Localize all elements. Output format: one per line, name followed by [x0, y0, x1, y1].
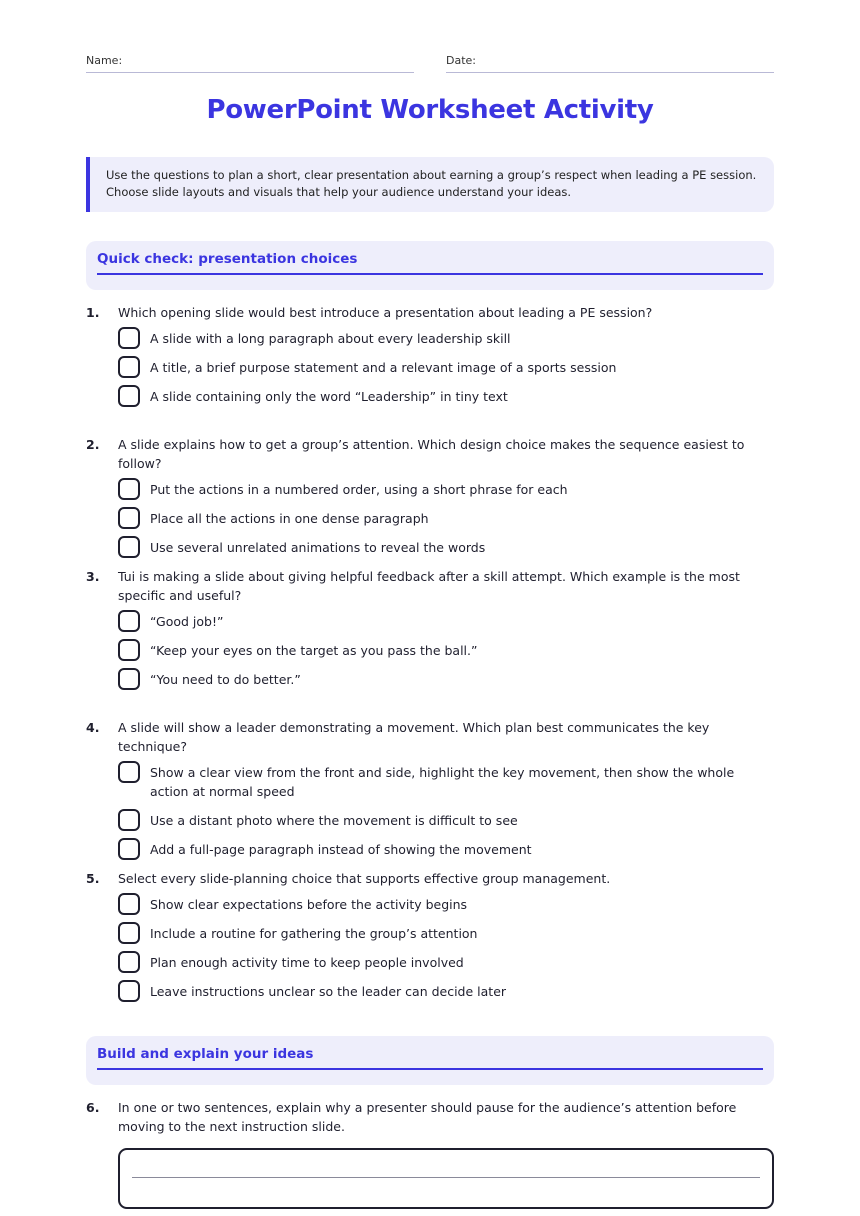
checkbox[interactable]: [118, 536, 140, 558]
question-text: Which opening slide would best introduce a presentation about leading a PE session?: [118, 305, 653, 320]
option[interactable]: [118, 329, 774, 358]
option[interactable]: [118, 538, 774, 567]
intro-box: Use the questions to plan a short, clear presentation about earning a group’s respect when leading a PE session. Choose slide layouts and visuals that help your audience understand your ideas.: [86, 157, 774, 212]
option-label: Leave instructions unclear so the leader can decide later: [150, 984, 507, 999]
section-title: Quick check: presentation choices: [97, 251, 763, 275]
checkbox[interactable]: [118, 922, 140, 944]
option-label: “Good job!”: [150, 614, 224, 629]
checkbox[interactable]: [118, 327, 140, 349]
checkbox[interactable]: [118, 809, 140, 831]
date-field[interactable]: [446, 54, 774, 73]
option[interactable]: [118, 840, 774, 869]
checkbox[interactable]: [118, 507, 140, 529]
question-number: 5.: [86, 871, 100, 886]
question-number: 3.: [86, 569, 100, 584]
question-number: 1.: [86, 305, 100, 320]
question-number: 4.: [86, 720, 100, 735]
checkbox[interactable]: [118, 980, 140, 1002]
answer-line: [132, 1177, 760, 1178]
checkbox[interactable]: [118, 385, 140, 407]
checkbox[interactable]: [118, 668, 140, 690]
option-label: “Keep your eyes on the target as you pass the ball.”: [150, 643, 478, 658]
question-5: [86, 869, 774, 1011]
option[interactable]: [118, 387, 774, 416]
option[interactable]: [118, 612, 774, 641]
question-number: 2.: [86, 437, 100, 452]
option[interactable]: [118, 811, 774, 840]
checkbox[interactable]: [118, 893, 140, 915]
option[interactable]: [118, 763, 774, 811]
question-text: Tui is making a slide about giving helpful feedback after a skill attempt. Which example is the most specific and useful?: [118, 569, 740, 603]
checkbox[interactable]: [118, 838, 140, 860]
question-3: [86, 567, 774, 699]
option-label: Put the actions in a numbered order, using a short phrase for each: [150, 482, 568, 497]
name-label: Name:: [86, 54, 123, 67]
option[interactable]: [118, 509, 774, 538]
section-title: Build and explain your ideas: [97, 1046, 763, 1070]
section-quick-check: [86, 241, 774, 290]
checkbox[interactable]: [118, 951, 140, 973]
option[interactable]: [118, 480, 774, 509]
option-label: Plan enough activity time to keep people involved: [150, 955, 464, 970]
question-text: A slide will show a leader demonstrating a movement. Which plan best communicates the key technique?: [118, 720, 710, 754]
question-1: [86, 303, 774, 416]
option-label: Use several unrelated animations to reveal the words: [150, 540, 486, 555]
worksheet-title: PowerPoint Worksheet Activity: [206, 95, 654, 125]
date-label: Date:: [446, 54, 476, 67]
answer-box[interactable]: [118, 1148, 774, 1209]
option-label: Add a full-page paragraph instead of showing the movement: [150, 842, 532, 857]
name-field[interactable]: [86, 54, 414, 73]
question-2: [86, 435, 774, 567]
option-label: Include a routine for gathering the group’s attention: [150, 926, 478, 941]
option[interactable]: [118, 895, 774, 924]
option-label: Show clear expectations before the activity begins: [150, 897, 468, 912]
option-label: A title, a brief purpose statement and a relevant image of a sports session: [150, 360, 617, 375]
option[interactable]: [118, 924, 774, 953]
checkbox[interactable]: [118, 761, 140, 783]
question-number: 6.: [86, 1100, 100, 1115]
option[interactable]: [118, 982, 774, 1011]
question-4: [86, 718, 774, 869]
option-label: A slide containing only the word “Leadership” in tiny text: [150, 389, 508, 404]
option-label: Use a distant photo where the movement is difficult to see: [150, 813, 518, 828]
option[interactable]: [118, 953, 774, 982]
option[interactable]: [118, 358, 774, 387]
question-text: In one or two sentences, explain why a presenter should pause for the audience’s attention before moving to the next instruction slide.: [118, 1100, 737, 1134]
question-text: Select every slide-planning choice that supports effective group management.: [118, 871, 611, 886]
checkbox[interactable]: [118, 478, 140, 500]
checkbox[interactable]: [118, 356, 140, 378]
option-label: Show a clear view from the front and side, highlight the key movement, then show the whole action at normal speed: [150, 765, 735, 799]
checkbox[interactable]: [118, 610, 140, 632]
option[interactable]: [118, 641, 774, 670]
option-label: A slide with a long paragraph about every leadership skill: [150, 331, 511, 346]
question-6: [86, 1098, 774, 1136]
checkbox[interactable]: [118, 639, 140, 661]
option[interactable]: [118, 670, 774, 699]
option-label: “You need to do better.”: [150, 672, 301, 687]
name-date-row: [86, 54, 774, 73]
option-label: Place all the actions in one dense paragraph: [150, 511, 429, 526]
section-build-explain: [86, 1036, 774, 1085]
question-text: A slide explains how to get a group’s attention. Which design choice makes the sequence easiest to follow?: [118, 437, 745, 471]
